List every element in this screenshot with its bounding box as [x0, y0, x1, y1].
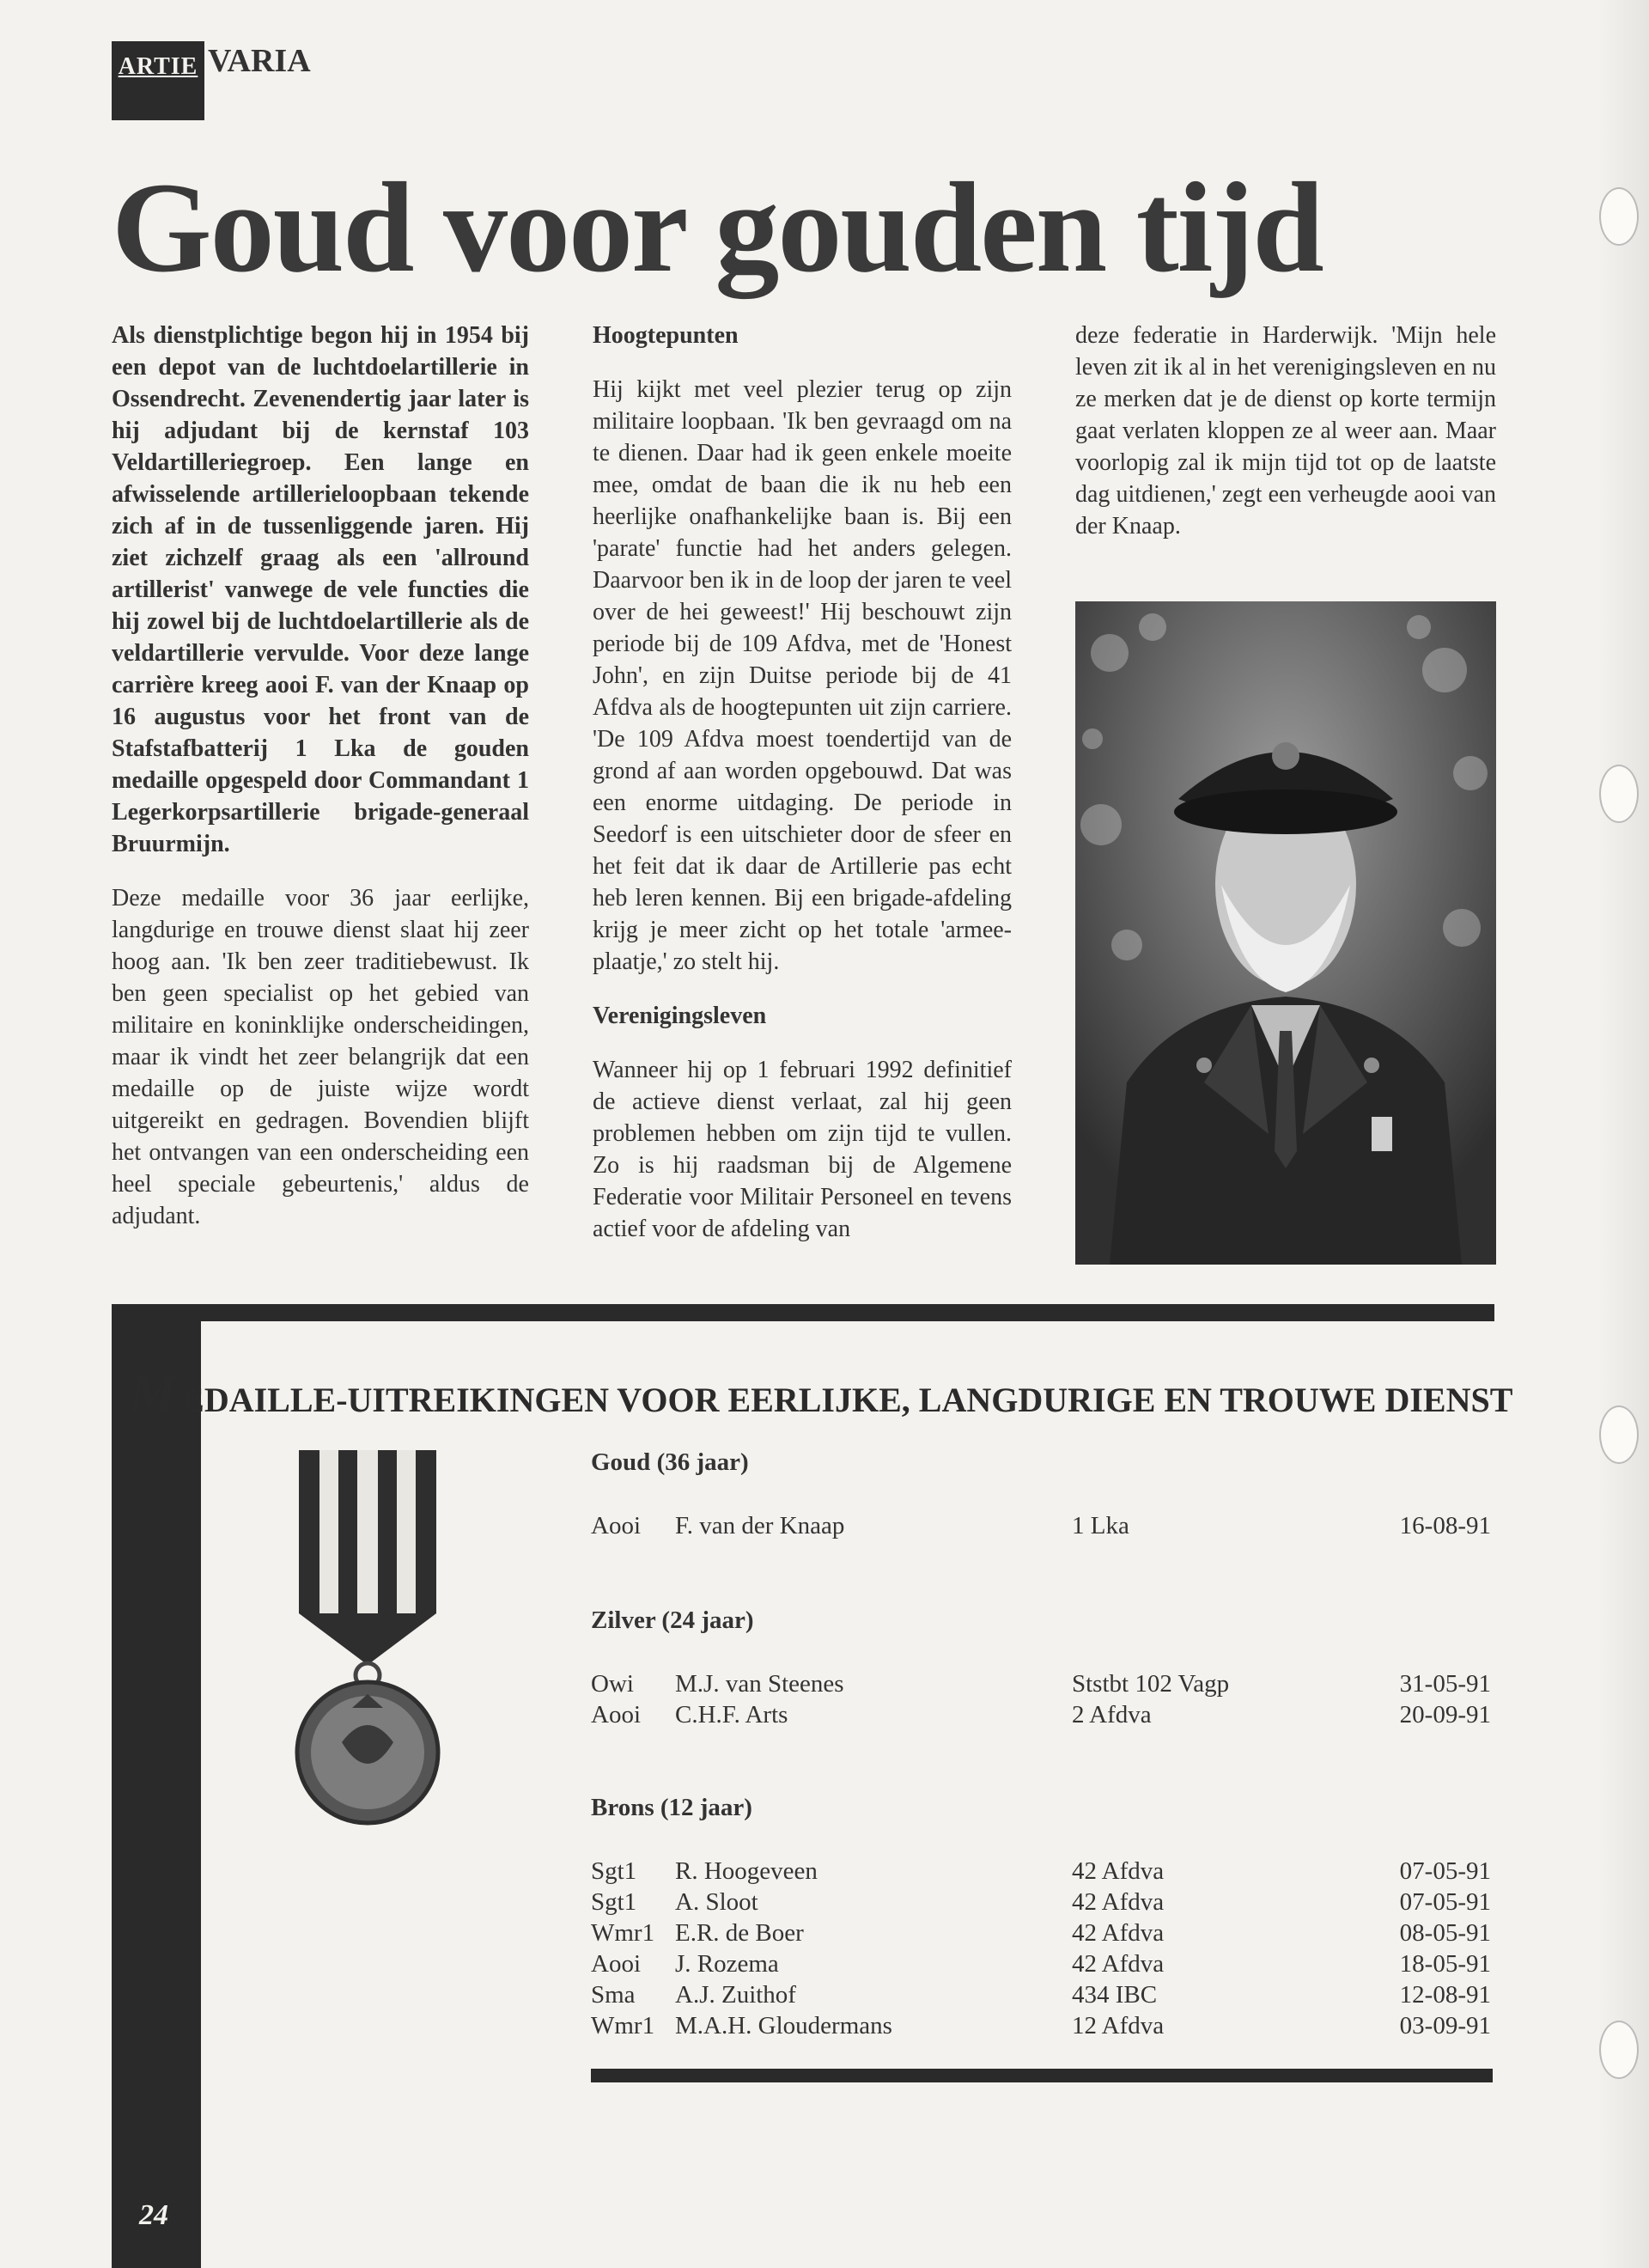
binder-hole: [1599, 187, 1639, 246]
table-row: [591, 1857, 1491, 1888]
recipient-name: J. Rozema: [675, 1950, 779, 1978]
rank: Aooi: [591, 1701, 641, 1728]
table-row: [591, 2012, 1491, 2043]
binder-hole: [1599, 1405, 1639, 1464]
table-row: [591, 1919, 1491, 1950]
table-row: [591, 1888, 1491, 1919]
date: 16-08-91: [1399, 1512, 1491, 1539]
portrait-photo: [1075, 601, 1496, 1265]
medal-icon: [282, 1450, 453, 1828]
table-bottom-rule: [591, 2069, 1493, 2082]
article-column-2: [593, 320, 1012, 1267]
binder-hole: [1599, 2021, 1639, 2079]
rank: Wmr1: [591, 2012, 655, 2039]
unit: 1 Lka: [1072, 1512, 1129, 1539]
rank: Wmr1: [591, 1919, 655, 1947]
recipient-name: M.J. van Steenes: [675, 1670, 844, 1698]
table-row: [591, 1670, 1491, 1701]
recipient-name: F. van der Knaap: [675, 1512, 845, 1539]
date: 03-09-91: [1399, 2012, 1491, 2039]
magazine-logo: ARTIE: [112, 41, 204, 120]
unit: 42 Afdva: [1072, 1919, 1165, 1947]
date: 31-05-91: [1399, 1670, 1491, 1698]
article-title: Goud voor gouden tijd: [112, 156, 1323, 299]
unit: Ststbt 102 Vagp: [1072, 1670, 1230, 1698]
recipient-name: R. Hoogeveen: [675, 1857, 818, 1885]
unit: 42 Afdva: [1072, 1888, 1165, 1916]
recipient-name: E.R. de Boer: [675, 1919, 804, 1947]
table-row: [591, 1512, 1491, 1543]
unit: 434 IBC: [1072, 1981, 1158, 2009]
article-paragraph: deze federatie in Harderwijk. 'Mijn hele leven zit ik al in het verenigingsleven en nu ze merken dat je de dienst op korte termijn gaat verlaten kloppen ze al weer aan. Maar voorlopig zal ik mijn tijd tot op de laatste dag uitdienen,' zegt een verheugde aooi van der Knaap.: [1075, 322, 1496, 540]
recipient-name: A.J. Zuithof: [675, 1981, 796, 2009]
date: 18-05-91: [1399, 1950, 1491, 1978]
unit: 42 Afdva: [1072, 1857, 1165, 1885]
section-label: VARIA: [208, 43, 311, 79]
table-row: [591, 1950, 1491, 1981]
rank: Sgt1: [591, 1888, 637, 1916]
article-lead: Als dienstplichtige begon hij in 1954 bij een depot van de luchtdoelartillerie in Ossendrecht. Zevenendertig jaar later is hij adjudant bij de kernstaf 103 Veldartilleriegroep. Een lange en afwisselende artillerieloopbaan tekende zich af in de tussenliggende jaren. Hij ziet zichzelf graag als een 'allround artillerist' vanwege de vele functies die hij zowel bij de luchtdoelartillerie als de veldartillerie vervulde. Voor deze lange carrière kreeg aooi F. van der Knaap op 16 augustus voor het front van de Stafstafbatterij 1 Lka de gouden medaille opgespeld door Commandant 1 Legerkorpsartillerie brigade-generaal Bruurmijn.: [112, 322, 529, 857]
heading-initial: M: [129, 1365, 177, 1424]
date: 07-05-91: [1399, 1857, 1491, 1885]
rank: Owi: [591, 1670, 634, 1698]
date: 20-09-91: [1399, 1701, 1491, 1728]
portrait-illustration: [1075, 601, 1496, 1265]
unit: 12 Afdva: [1072, 2012, 1165, 2039]
article-paragraph: Wanneer hij op 1 februari 1992 definitief de actieve dienst verlaat, zal hij geen problemen hebben om zijn tijd te vullen. Zo is hij raadsman bij de Algemene Federatie voor Militair Personeel en tevens actief voor de afdeling van: [593, 1057, 1012, 1242]
subheading-verenigingsleven: Verenigingsleven: [593, 1003, 767, 1029]
article-column-1: [112, 320, 529, 1254]
article-paragraph: Hij kijkt met veel plezier terug op zijn militaire loopbaan. 'Ik ben gevraagd om na te dienen. Daar had ik geen enkele moeite mee, omdat de baan die ik nu heb een heerlijke onafhankelijke baan is. Bij een 'parate' functie had het anders gelegen. Daarvoor ben ik in de loop der jaren te veel over de hei geweest!' Hij beschouwt zijn periode bij de 109 Afdva, met de 'Honest John', en zijn Duitse periode bij de 41 Afdva als de hoogtepunten uit zijn carriere. 'De 109 Afdva moest toendertijd van de grond af aan worden opgebouwd. Dat was een enorme uitdaging. De periode in Seedorf is een uitschieter door de sfeer en het feit dat ik daar de Artillerie pas echt heb leren kennen. Bij een brigade-afdeling krijg je meer zicht op het totale 'armee-plaatje,' zo stelt hij.: [593, 376, 1012, 975]
recipient-name: C.H.F. Arts: [675, 1701, 788, 1728]
group-title-brons: Brons (12 jaar): [591, 1794, 752, 1821]
masthead: [112, 41, 311, 120]
rank: Sgt1: [591, 1857, 637, 1885]
date: 12-08-91: [1399, 1981, 1491, 2009]
section-top-rule: [201, 1304, 1494, 1321]
rank: Aooi: [591, 1512, 641, 1539]
subheading-hoogtepunten: Hoogtepunten: [593, 322, 739, 349]
page-number: 24: [139, 2199, 168, 2231]
date: 08-05-91: [1399, 1919, 1491, 1947]
table-row: [591, 1981, 1491, 2012]
group-title-zilver: Zilver (24 jaar): [591, 1606, 754, 1634]
heading-text: EDAILLE-UITREIKINGEN VOOR EERLIJKE, LANGDURIGE EN TROUWE DIENST: [181, 1381, 1513, 1419]
recipient-name: M.A.H. Gloudermans: [675, 2012, 892, 2039]
article-paragraph: Deze medaille voor 36 jaar eerlijke, langdurige en trouwe dienst slaat hij zeer hoog aan. 'Ik ben zeer traditiebewust. Ik ben geen specialist op het gebied van militaire en koninklijke onderscheidingen, maar ik vindt het zeer belangrijk dat een medaille op de juiste wijze wordt uitgereikt en gedragen. Bovendien blijft het ontvangen van een onderscheiding een heel speciale gebeurtenis,' aldus de adjudant.: [112, 885, 529, 1229]
medal-section-heading: [129, 1365, 1513, 1424]
table-row: [591, 1701, 1491, 1732]
section-sidebar-bar: [112, 1304, 201, 2268]
page-edge-shadow: [1597, 0, 1649, 2268]
unit: 42 Afdva: [1072, 1950, 1165, 1978]
article-column-3: [1075, 320, 1496, 564]
date: 07-05-91: [1399, 1888, 1491, 1916]
rank: Aooi: [591, 1950, 641, 1978]
rank: Sma: [591, 1981, 636, 2009]
group-title-goud: Goud (36 jaar): [591, 1448, 749, 1476]
recipient-name: A. Sloot: [675, 1888, 758, 1916]
binder-hole: [1599, 765, 1639, 823]
unit: 2 Afdva: [1072, 1701, 1152, 1728]
